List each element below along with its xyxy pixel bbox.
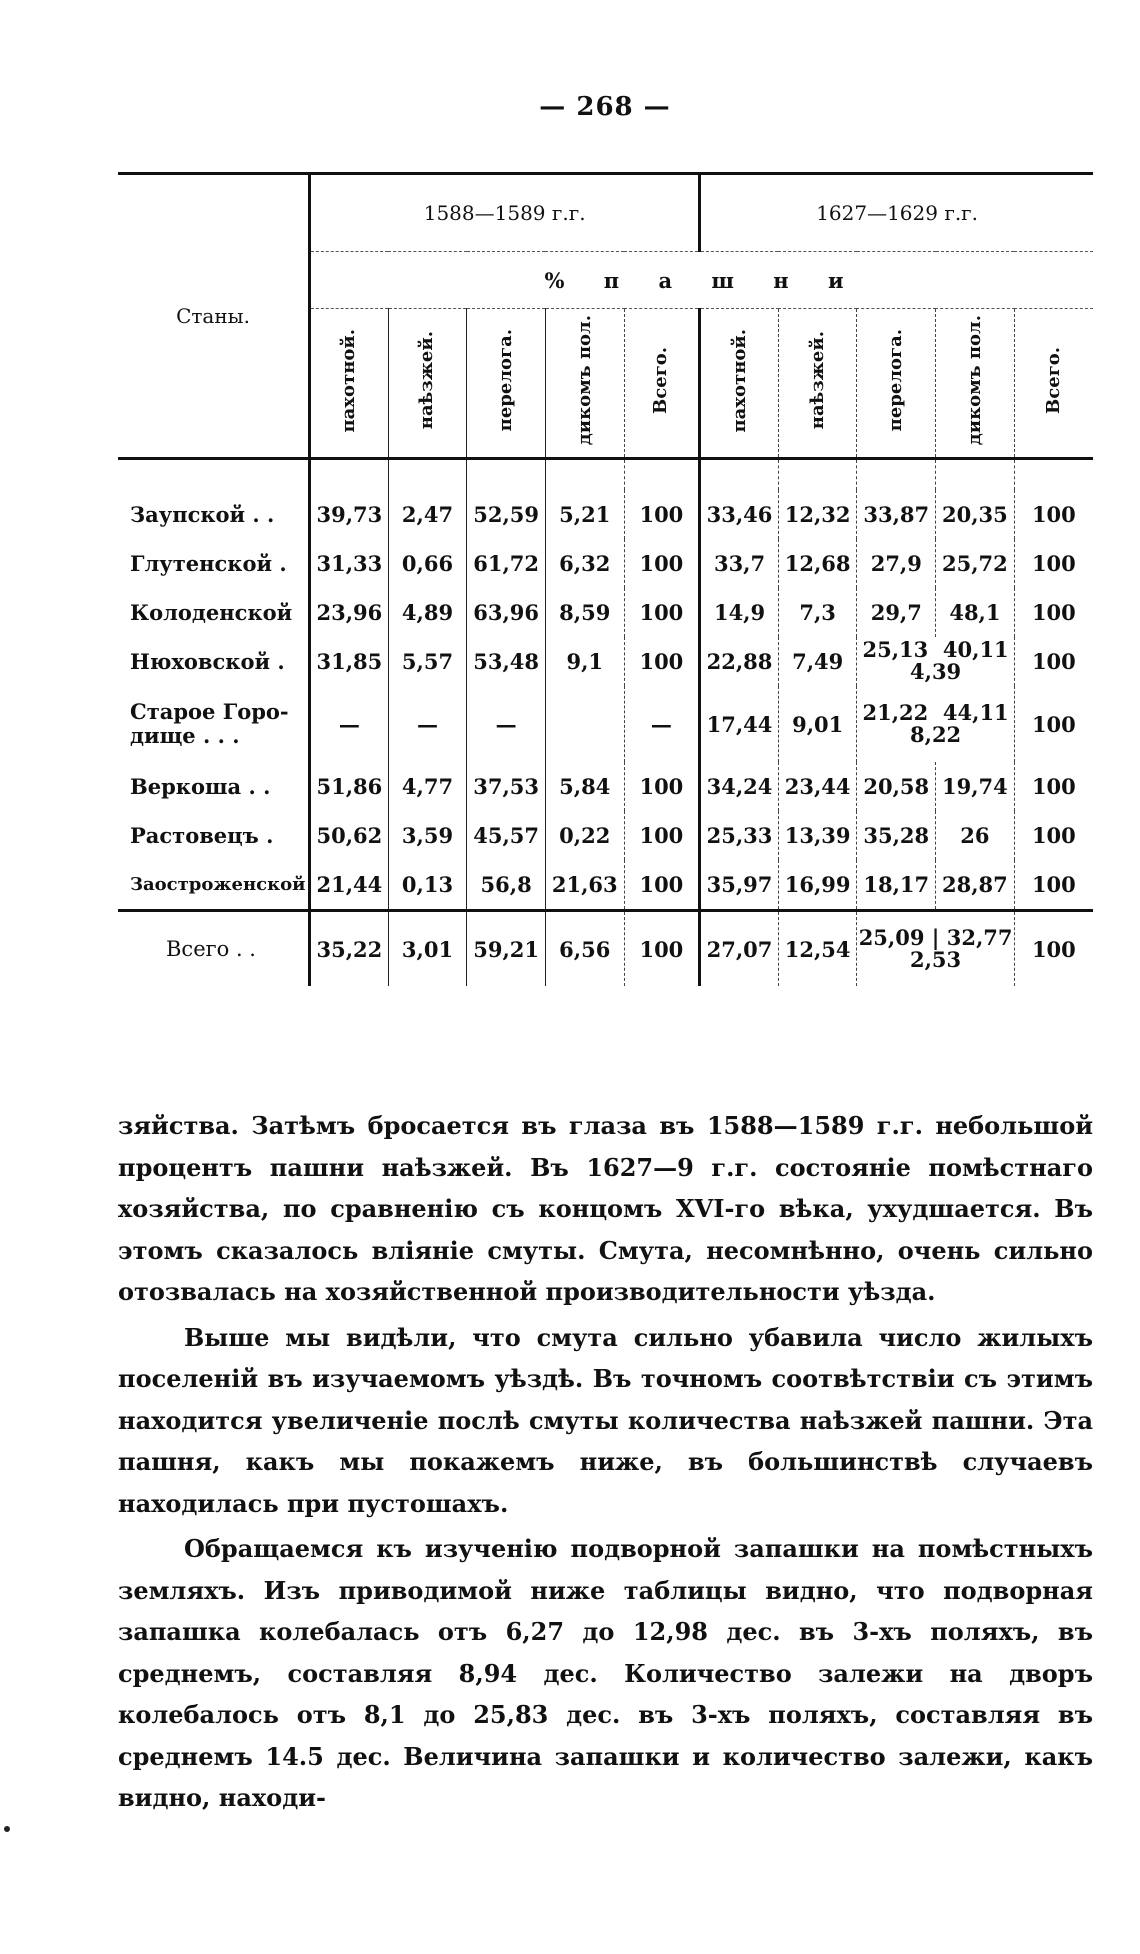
cell: —	[310, 686, 389, 762]
col-header: дикомъ пол.	[573, 315, 595, 446]
statistics-table	[118, 172, 1093, 986]
cell: 35,22	[310, 911, 389, 987]
cell: 5,84	[545, 762, 624, 811]
cell: 3,59	[388, 811, 467, 860]
cell: 27,07	[700, 911, 779, 987]
col-header: наѣзжей.	[806, 331, 828, 430]
cell: 21,22	[862, 699, 929, 725]
cell: 6,56	[545, 911, 624, 987]
cell: 51,86	[310, 762, 389, 811]
cell: 25,33	[700, 811, 779, 860]
cell-extra: 2,53	[910, 946, 962, 972]
cell: 6,32	[545, 539, 624, 588]
cell: 53,48	[467, 637, 546, 686]
cell: 45,57	[467, 811, 546, 860]
cell: 100	[1031, 649, 1076, 674]
row-name: Веркоша . .	[118, 762, 310, 811]
cell	[545, 686, 624, 762]
cell: 63,96	[467, 588, 546, 637]
cell: 100	[624, 911, 700, 987]
cell: 33,46	[700, 490, 779, 539]
row-name: Колоденской	[118, 588, 310, 637]
cell: 100	[624, 490, 700, 539]
row-name: Всего . .	[118, 911, 310, 987]
col-header: наѣзжей.	[416, 331, 438, 430]
cell: 32,77	[946, 924, 1013, 950]
col-header: дикомъ пол.	[963, 315, 985, 446]
col-header: Всего.	[650, 347, 672, 414]
cell: 100	[1031, 551, 1076, 576]
cell: 100	[1031, 872, 1076, 897]
cell: 18,17	[857, 860, 936, 911]
cell: 17,44	[700, 686, 779, 762]
cell: 100	[624, 762, 700, 811]
col-header: пахотной.	[728, 328, 750, 433]
cell-extra: 8,22	[910, 721, 962, 747]
cell: 12,54	[778, 911, 857, 987]
row-name: Заупской . .	[118, 490, 310, 539]
cell: 100	[1031, 502, 1076, 527]
cell: 56,8	[467, 860, 546, 911]
row-name: Старое Горо-	[130, 699, 289, 724]
cell: 44,11	[942, 699, 1009, 725]
speck	[4, 1826, 10, 1832]
total-row: Всего . . 35,22 3,01 59,21 6,56 100 27,07 12,54 25,09 | 32,77 2,53 100	[118, 911, 1093, 987]
col-header: пахотной.	[338, 328, 360, 433]
paragraph: Выше мы видѣли, что смута сильно убавила число жилыхъ поселеній въ изучаемомъ уѣздѣ. Въ точномъ соотвѣтствіи съ этимъ находится увеличеніе послѣ смуты количества наѣзжей пашни. Эта пашня, какъ мы покажемъ ниже, въ большинствѣ случаевъ находилась при пустошахъ.	[118, 1322, 1093, 1518]
cell: 21,44	[310, 860, 389, 911]
cell: 23,44	[778, 762, 857, 811]
col-header: Всего.	[1042, 347, 1064, 414]
cell: 34,24	[700, 762, 779, 811]
table-row	[118, 686, 1093, 762]
cell: 35,28	[857, 811, 936, 860]
cell: 35,97	[700, 860, 779, 911]
table-row	[118, 811, 1093, 860]
cell: 7,3	[778, 588, 857, 637]
cell: 52,59	[467, 490, 546, 539]
cell: 50,62	[310, 811, 389, 860]
cell: 19,74	[936, 762, 1015, 811]
cell: 100	[1031, 600, 1076, 625]
cell: 0,13	[388, 860, 467, 911]
cell: 8,59	[545, 588, 624, 637]
cell: 100	[1031, 774, 1076, 799]
cell: 12,68	[778, 539, 857, 588]
cell: 0,22	[545, 811, 624, 860]
cell: 16,99	[778, 860, 857, 911]
paragraph: Обращаемся къ изученію подворной запашки на помѣстныхъ земляхъ. Изъ приводимой ниже таблицы видно, что подворная запашка колебалась отъ 6,27 до 12,98 дес. въ 3-хъ поляхъ, въ среднемъ, составляя 8,94 дес. Количество залежи на дворъ колебалось отъ 8,1 до 25,83 дес. въ 3-хъ поляхъ, составляя въ среднемъ 14.5 дес. Величина запашки и количество залежи, какъ видно, находи-	[118, 1534, 1093, 1812]
cell: 100	[624, 588, 700, 637]
cell: 0,66	[388, 539, 467, 588]
cell: 23,96	[310, 588, 389, 637]
cell: 26	[936, 811, 1015, 860]
cell: 20,58	[857, 762, 936, 811]
cell: 20,35	[936, 490, 1015, 539]
cell: 31,33	[310, 539, 389, 588]
cell: 9,01	[778, 686, 857, 762]
stany-header: Станы.	[118, 174, 310, 459]
cell: 37,53	[467, 762, 546, 811]
cell: 100	[624, 539, 700, 588]
row-name: Глутенской .	[118, 539, 310, 588]
cell: 33,87	[857, 490, 936, 539]
table-row	[118, 762, 1093, 811]
cell: 14,9	[700, 588, 779, 637]
cell: 27,9	[857, 539, 936, 588]
percent-header: % п а ш н и	[310, 252, 1093, 309]
cell-extra: 4,39	[910, 659, 962, 684]
row-name: Нюховской .	[118, 637, 310, 686]
table-row	[118, 490, 1093, 539]
cell: 5,57	[388, 637, 467, 686]
col-header: перелога.	[885, 329, 907, 432]
row-name: Заостроженской	[118, 860, 310, 911]
cell: 21,63	[545, 860, 624, 911]
cell: 2,47	[388, 490, 467, 539]
period1-header: 1588—1589 г.г.	[310, 174, 700, 252]
table-row	[118, 860, 1093, 911]
cell: 25,09	[858, 924, 925, 950]
cell: 40,11	[942, 637, 1009, 662]
cell: 13,39	[778, 811, 857, 860]
cell: 3,01	[388, 911, 467, 987]
cell: 5,21	[545, 490, 624, 539]
period2-header: 1627—1629 г.г.	[700, 174, 1093, 252]
cell: 12,32	[778, 490, 857, 539]
cell: 7,49	[778, 637, 857, 686]
table-row	[118, 588, 1093, 637]
cell: 4,89	[388, 588, 467, 637]
cell: 100	[624, 860, 700, 911]
cell: 61,72	[467, 539, 546, 588]
cell: 4,77	[388, 762, 467, 811]
page-number: — 268 —	[539, 92, 671, 122]
cell: 22,88	[700, 637, 779, 686]
cell: —	[388, 686, 467, 762]
cell: —	[624, 686, 700, 762]
cell: 29,7	[857, 588, 936, 637]
cell: 39,73	[310, 490, 389, 539]
cell: 100	[1031, 711, 1076, 737]
cell: 9,1	[545, 637, 624, 686]
row-name: Растовецъ .	[118, 811, 310, 860]
cell: 33,7	[700, 539, 779, 588]
paragraph: зяйства. Затѣмъ бросается въ глаза въ 1588—1589 г.г. небольшой процентъ пашни наѣзжей. Въ 1627—9 г.г. состояніе помѣстнаго хозяйства, по сравненію съ концомъ XVI-го вѣка, ухудшается. Въ этомъ сказалось вліяніе смуты. Смута, несомнѣнно, очень сильно отозвалась на хозяйственной производительности уѣзда.	[118, 1111, 1093, 1306]
cell: 28,87	[936, 860, 1015, 911]
cell: 100	[1014, 911, 1093, 987]
cell: 59,21	[467, 911, 546, 987]
cell: 25,13	[862, 637, 929, 662]
cell: 100	[624, 811, 700, 860]
table-row	[118, 539, 1093, 588]
col-header: перелога.	[495, 329, 517, 432]
cell: —	[467, 686, 546, 762]
row-name-cont: дище . . .	[130, 723, 240, 748]
body-text	[118, 1105, 1093, 1819]
cell: 100	[624, 637, 700, 686]
cell: 48,1	[936, 588, 1015, 637]
cell: 25,72	[936, 539, 1015, 588]
cell: 100	[1031, 823, 1076, 848]
cell: 31,85	[310, 637, 389, 686]
table-row	[118, 637, 1093, 686]
